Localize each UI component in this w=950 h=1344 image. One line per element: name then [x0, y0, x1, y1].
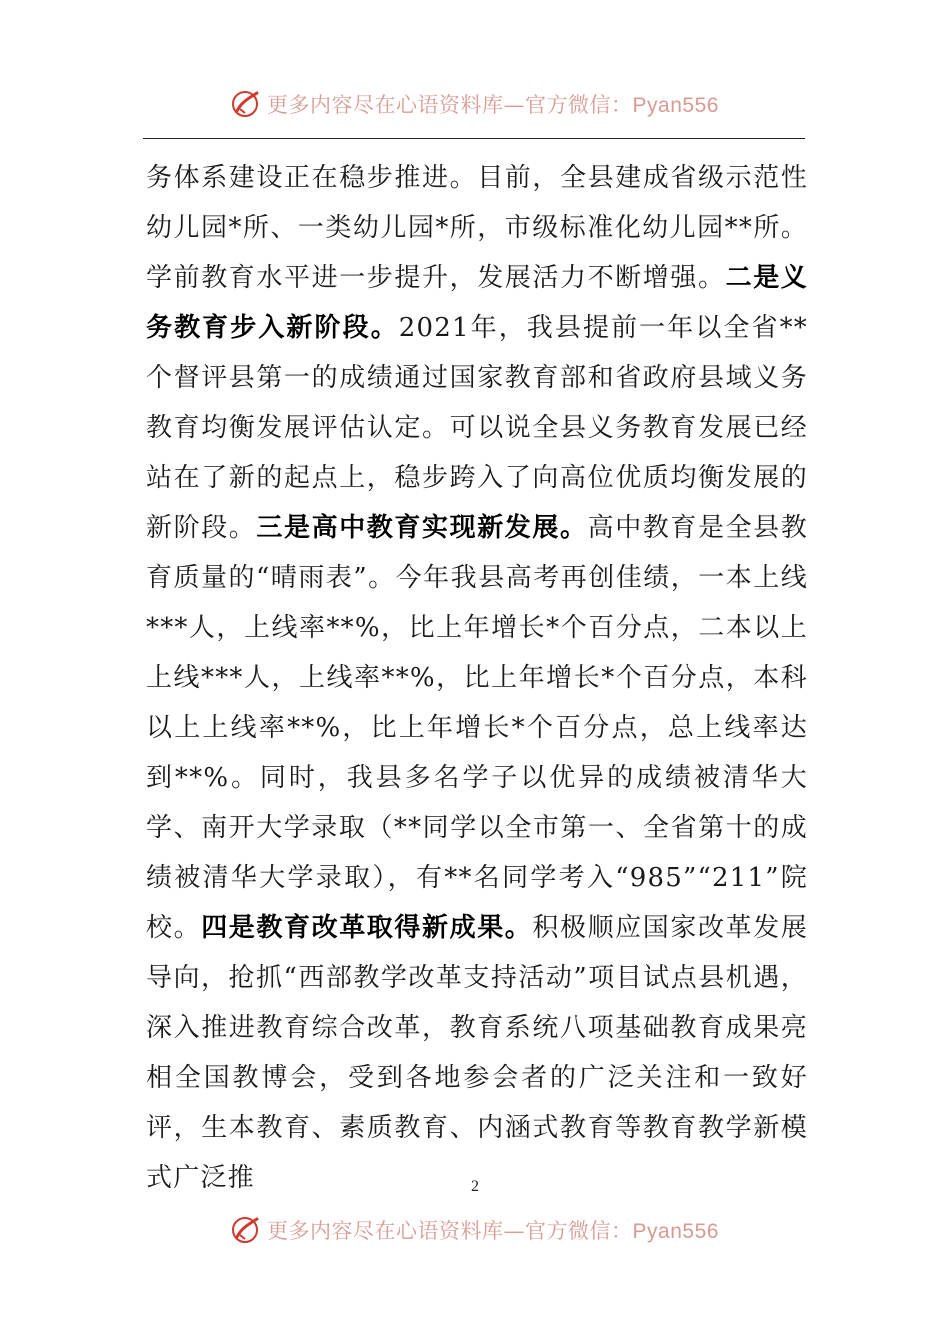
- text-segment: 务体系建设正在稳步推进。目前，全县建成省级示范性幼儿园*所、一类幼儿园*所，市级标准化幼儿园**所。学前教育水平进一步提升，发展活力不断增强。: [146, 163, 808, 293]
- pen-logo-icon: [231, 1215, 261, 1245]
- header-banner: [0, 84, 950, 124]
- section-heading-highschool: 三是高中教育实现新发展。: [256, 513, 588, 543]
- header-banner-text: 更多内容尽在心语资料库—官方微信：Pyan556: [267, 93, 719, 117]
- footer-banner: [0, 1210, 950, 1250]
- section-heading-reform: 四是教育改革取得新成果。: [201, 913, 533, 943]
- section-heading-compulsory: 二是义务教育步入新阶段。: [146, 263, 808, 343]
- text-segment: 高中教育是全县教育质量的“晴雨表”。今年我县高考再创佳绩，一本上线***人，上线率**%，比上年增长*个百分点，二本以上上线***人，上线率**%，比上年增长*个百分点，本科以上上线率**%，比上年增长*个百分点，总上线率达到**%。同时，我县多名学子以优异的成绩被清华大学、南开大学录取（**同学以全市第一、全省第十的成绩被清华大学录取），有**名同学考入“985”“211”院校。: [146, 513, 808, 943]
- pen-logo-icon: [231, 89, 261, 119]
- text-segment: 积极顺应国家改革发展导向，抢抓“西部教学改革支持活动”项目试点县机遇，深入推进教育综合改革，教育系统八项基础教育成果亮相全国教博会，受到各地参会者的广泛关注和一致好评，生本教育、素质教育、内涵式教育等教育教学新模式广泛推: [146, 913, 808, 1193]
- text-segment: 2021年，我县提前一年以全省**个督评县第一的成绩通过国家教育部和省政府县域义务教育均衡发展评估认定。可以说全县义务教育发展已经站在了新的起点上，稳步跨入了向高位优质均衡发展的新阶段。: [146, 313, 808, 543]
- body-paragraph: [146, 153, 808, 1203]
- header-divider: [143, 138, 805, 139]
- footer-banner-text: 更多内容尽在心语资料库—官方微信：Pyan556: [267, 1219, 719, 1243]
- page-number: 2: [471, 1178, 479, 1195]
